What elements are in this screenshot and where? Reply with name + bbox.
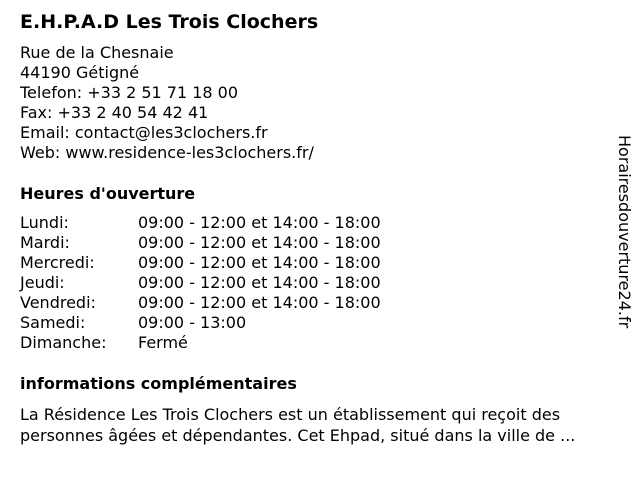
info-heading: informations complémentaires xyxy=(20,374,297,393)
address-block xyxy=(20,43,314,163)
hours-row-saturday xyxy=(20,313,440,333)
city-postal: 44190 Gétigné xyxy=(20,63,140,82)
description-text xyxy=(20,404,630,446)
time-range: 09:00 - 13:00 xyxy=(138,313,247,332)
hours-row-tuesday xyxy=(20,233,440,253)
description-line: La Résidence Les Trois Clochers est un établissement qui reçoit des xyxy=(20,405,561,424)
time-range: 09:00 - 12:00 et 14:00 - 18:00 xyxy=(138,273,381,292)
hours-heading: Heures d'ouverture xyxy=(20,184,196,203)
time-range: 09:00 - 12:00 et 14:00 - 18:00 xyxy=(138,253,381,272)
time-range: 09:00 - 12:00 et 14:00 - 18:00 xyxy=(138,293,381,312)
time-range: Fermé xyxy=(138,333,188,352)
watermark-text: Horairesdouverture24.fr xyxy=(615,135,634,329)
day-label: Jeudi: xyxy=(20,273,65,292)
description-line: personnes âgées et dépendantes. Cet Ehpad, situé dans la ville de ... xyxy=(20,426,576,445)
website-url: Web: www.residence-les3clochers.fr/ xyxy=(20,143,314,162)
time-range: 09:00 - 12:00 et 14:00 - 18:00 xyxy=(138,213,381,232)
hours-row-sunday xyxy=(20,333,440,353)
fax-number: Fax: +33 2 40 54 42 41 xyxy=(20,103,209,122)
phone-number: Telefon: +33 2 51 71 18 00 xyxy=(20,83,239,102)
email-address: Email: contact@les3clochers.fr xyxy=(20,123,268,142)
day-label: Lundi: xyxy=(20,213,69,232)
day-label: Dimanche: xyxy=(20,333,107,352)
day-label: Samedi: xyxy=(20,313,86,332)
opening-hours-list xyxy=(20,213,440,353)
day-label: Mardi: xyxy=(20,233,70,252)
hours-row-thursday xyxy=(20,273,440,293)
day-label: Mercredi: xyxy=(20,253,95,272)
street-address: Rue de la Chesnaie xyxy=(20,43,174,62)
page-title: E.H.P.A.D Les Trois Clochers xyxy=(20,11,319,33)
site-watermark xyxy=(612,135,636,345)
hours-row-friday xyxy=(20,293,440,313)
hours-row-wednesday xyxy=(20,253,440,273)
hours-row-monday xyxy=(20,213,440,233)
time-range: 09:00 - 12:00 et 14:00 - 18:00 xyxy=(138,233,381,252)
day-label: Vendredi: xyxy=(20,293,96,312)
